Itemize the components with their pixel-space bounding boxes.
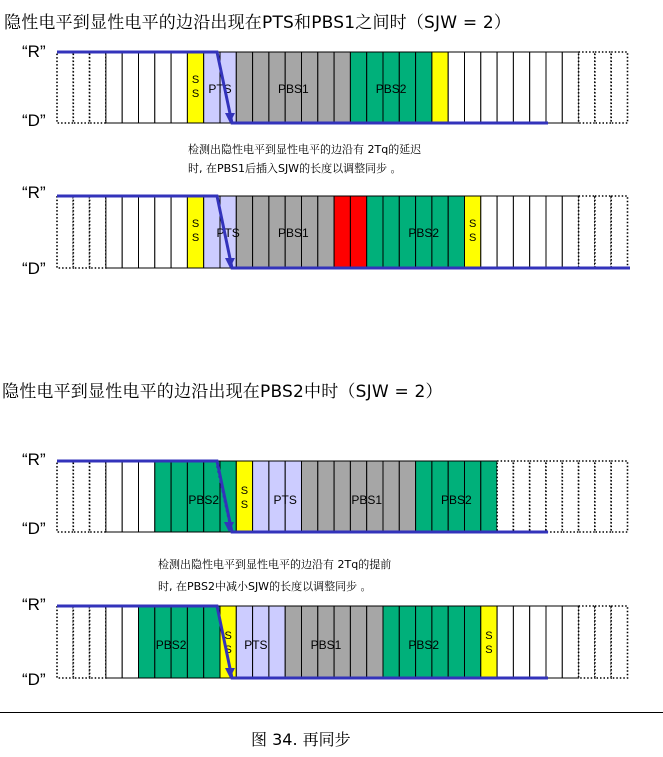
- diagram3-tq-box: [383, 461, 399, 532]
- diagram3-tq-box: [481, 461, 497, 532]
- diagram4-tq-box: [285, 606, 301, 678]
- diagram1-tq-box: [122, 52, 138, 123]
- diagram4-tq-box: [90, 606, 106, 678]
- diagram3-tq-box: [595, 461, 611, 532]
- diagram2-tq-box: [383, 196, 399, 268]
- caption-divider: [0, 712, 663, 713]
- diagram1-tq-box: [57, 52, 73, 123]
- diagram2-ss-label: S: [191, 218, 200, 230]
- diagram3-tq-box: [253, 461, 269, 532]
- diagram3-tq-box: [90, 461, 106, 532]
- diagram3-tq-box: [513, 461, 529, 532]
- diagram3-pts-label: PTS: [273, 493, 297, 507]
- diagram1-tq-box: [318, 52, 334, 123]
- diagram1-tq-box: [611, 52, 627, 123]
- diagram1-tq-box: [579, 52, 595, 123]
- section1-note-line1: 检测出隐性电平到显性电平的边沿有 2Tq的延迟: [188, 143, 422, 156]
- diagram4-ss-label: S: [224, 644, 232, 656]
- diagram4-tq-box: [350, 606, 366, 678]
- diagram1-tq-box: [481, 52, 497, 123]
- diagram3-tq-box: [139, 461, 155, 532]
- diagram3-tq-box: [302, 461, 318, 532]
- diagram4-tq-box: [106, 606, 122, 678]
- level-d-label: “D”: [22, 519, 46, 538]
- diagram3-tq-box: [318, 461, 334, 532]
- diagram4-tq-box: [465, 606, 481, 678]
- diagram4-tq-box: [383, 606, 399, 678]
- diagram2-tq-box: [448, 196, 464, 268]
- diagram2-tq-box: [481, 196, 497, 268]
- diagram1-tq-box: [350, 52, 366, 123]
- diagram1-tq-box: [236, 52, 252, 123]
- diagram4-tq-box: [73, 606, 89, 678]
- diagram2-ss2-label: S: [468, 218, 477, 230]
- diagram1-tq-box: [106, 52, 122, 123]
- level-r-label: “R”: [22, 595, 46, 614]
- diagram3-tq-box: [497, 461, 513, 532]
- diagram4-tq-box: [611, 606, 627, 678]
- diagram4-pbs2-label: PBS2: [408, 638, 440, 652]
- diagram3-pbs2-left-label: PBS2: [188, 493, 220, 507]
- diagram2-tq-box: [579, 196, 595, 268]
- diagram3-tq-box: [562, 461, 578, 532]
- diagram2-tq-box: [611, 196, 627, 268]
- diagram1-tq-box: [530, 52, 546, 123]
- diagram1-pts-label: PTS: [208, 82, 232, 96]
- level-r-label: “R”: [22, 42, 46, 61]
- diagram3-tq-box: [546, 461, 562, 532]
- diagram1-tq-box: [155, 52, 171, 123]
- diagram1-pbs2-label: PBS2: [375, 82, 407, 96]
- diagram2-tq-box: [139, 196, 155, 268]
- diagram2-tq-box: [497, 196, 513, 268]
- diagram4-tq-box: [57, 606, 73, 678]
- diagram4-tq-box: [546, 606, 562, 678]
- diagram2-tq-box: [171, 196, 187, 268]
- diagram3-pbs2-label: PBS2: [441, 493, 472, 507]
- level-d-label: “D”: [22, 259, 46, 278]
- diagram1-ss-label: S: [191, 88, 200, 100]
- diagram4-ss2-label: S: [485, 644, 493, 656]
- diagram1-tq-box: [90, 52, 106, 123]
- diagram3-ss-label: S: [240, 499, 249, 511]
- diagram4-tq-box: [139, 606, 155, 678]
- diagram1-tq-box: [562, 52, 578, 123]
- diagram3-tq-box: [122, 461, 138, 532]
- diagram4-tq-box: [269, 606, 285, 678]
- diagram4-tq-box: [220, 606, 236, 678]
- diagram2-tq-box: [562, 196, 578, 268]
- diagram1-pbs1-label: PBS1: [278, 82, 309, 96]
- diagram4-tq-box: [122, 606, 138, 678]
- diagram2-tq-box: [546, 196, 562, 268]
- section2-note-line2: 时, 在PBS2中减小SJW的长度以调整同步 。: [158, 580, 372, 593]
- diagram1-tq-box: [73, 52, 89, 123]
- section2-note-line1: 检测出隐性电平到显性电平的边沿有 2Tq的提前: [158, 558, 392, 571]
- diagram2-ss-label: S: [191, 232, 200, 244]
- diagram4-pbs1-label: PBS1: [310, 638, 342, 652]
- diagram3-tq-box: [399, 461, 415, 532]
- level-r-label: “R”: [22, 183, 46, 202]
- diagram1-tq-box: [139, 52, 155, 123]
- diagram3-tq-box: [530, 461, 546, 532]
- diagram1-ss-label: S: [191, 74, 200, 86]
- diagram4-tq-box: [530, 606, 546, 678]
- diagram2-tq-box: [334, 196, 350, 268]
- section1-title: 隐性电平到显性电平的边沿出现在PTS和PBS1之间时（SJW = 2）: [4, 13, 512, 33]
- diagram3-tq-box: [416, 461, 432, 532]
- diagram4-tq-box: [562, 606, 578, 678]
- diagram2-tq-box: [90, 196, 106, 268]
- level-d-label: “D”: [22, 111, 46, 130]
- diagram2-pbs2-label: PBS2: [408, 226, 440, 240]
- diagram2-tq-box: [106, 196, 122, 268]
- diagram3-ss-label: S: [240, 485, 249, 497]
- diagram2-pts-label: PTS: [216, 226, 240, 240]
- diagram3-tq-box: [579, 461, 595, 532]
- diagram2-tq-box: [73, 196, 89, 268]
- diagram2-tq-box: [367, 196, 383, 268]
- diagram4-tq-box: [513, 606, 529, 678]
- diagram4-ss-label: S: [224, 630, 232, 642]
- diagram2-tq-box: [253, 196, 269, 268]
- diagram1-tq-box: [465, 52, 481, 123]
- diagram1-tq-box: [432, 52, 448, 123]
- diagram1-tq-box: [171, 52, 187, 123]
- diagram1-tq-box: [253, 52, 269, 123]
- diagram4-pbs2-left-label: PBS2: [155, 638, 187, 652]
- section2-title: 隐性电平到显性电平的边沿出现在PBS2中时（SJW = 2）: [2, 382, 443, 402]
- diagram4-tq-box: [595, 606, 611, 678]
- figure-caption: 图 34. 再同步: [251, 730, 351, 749]
- diagram3-pbs1-label: PBS1: [351, 493, 383, 507]
- diagram1-tq-box: [497, 52, 513, 123]
- diagram2-ss2-label: S: [468, 232, 477, 244]
- diagram4-tq-box: [367, 606, 383, 678]
- diagram2-tq-box: [530, 196, 546, 268]
- diagram4-tq-box: [204, 606, 220, 678]
- diagram1-tq-box: [595, 52, 611, 123]
- diagram4-pts-label: PTS: [244, 638, 268, 652]
- diagram3-tq-box: [611, 461, 627, 532]
- diagram4-tq-box: [579, 606, 595, 678]
- diagram1-tq-box: [416, 52, 432, 123]
- level-d-label: “D”: [22, 670, 46, 689]
- section1-note-line2: 时, 在PBS1后插入SJW的长度以调整同步 。: [188, 162, 402, 175]
- diagram2-tq-box: [595, 196, 611, 268]
- diagram1-tq-box: [448, 52, 464, 123]
- diagram4-tq-box: [481, 606, 497, 678]
- diagram2-tq-box: [122, 196, 138, 268]
- level-r-label: “R”: [22, 450, 46, 469]
- diagram3-tq-box: [57, 461, 73, 532]
- diagram2-tq-box: [155, 196, 171, 268]
- diagram1-tq-box: [334, 52, 350, 123]
- diagram3-tq-box: [106, 461, 122, 532]
- diagram3-tq-box: [334, 461, 350, 532]
- diagram1-tq-box: [546, 52, 562, 123]
- diagram4-tq-box: [497, 606, 513, 678]
- diagram3-tq-box: [171, 461, 187, 532]
- diagram2-tq-box: [318, 196, 334, 268]
- diagram3-tq-box: [73, 461, 89, 532]
- diagram3-tq-box: [155, 461, 171, 532]
- diagram2-tq-box: [350, 196, 366, 268]
- diagram1-tq-box: [513, 52, 529, 123]
- diagram2-tq-box: [513, 196, 529, 268]
- diagram2-pbs1-label: PBS1: [278, 226, 309, 240]
- diagram4-tq-box: [187, 606, 203, 678]
- diagram4-tq-box: [448, 606, 464, 678]
- diagram4-ss2-label: S: [485, 630, 493, 642]
- diagram2-tq-box: [57, 196, 73, 268]
